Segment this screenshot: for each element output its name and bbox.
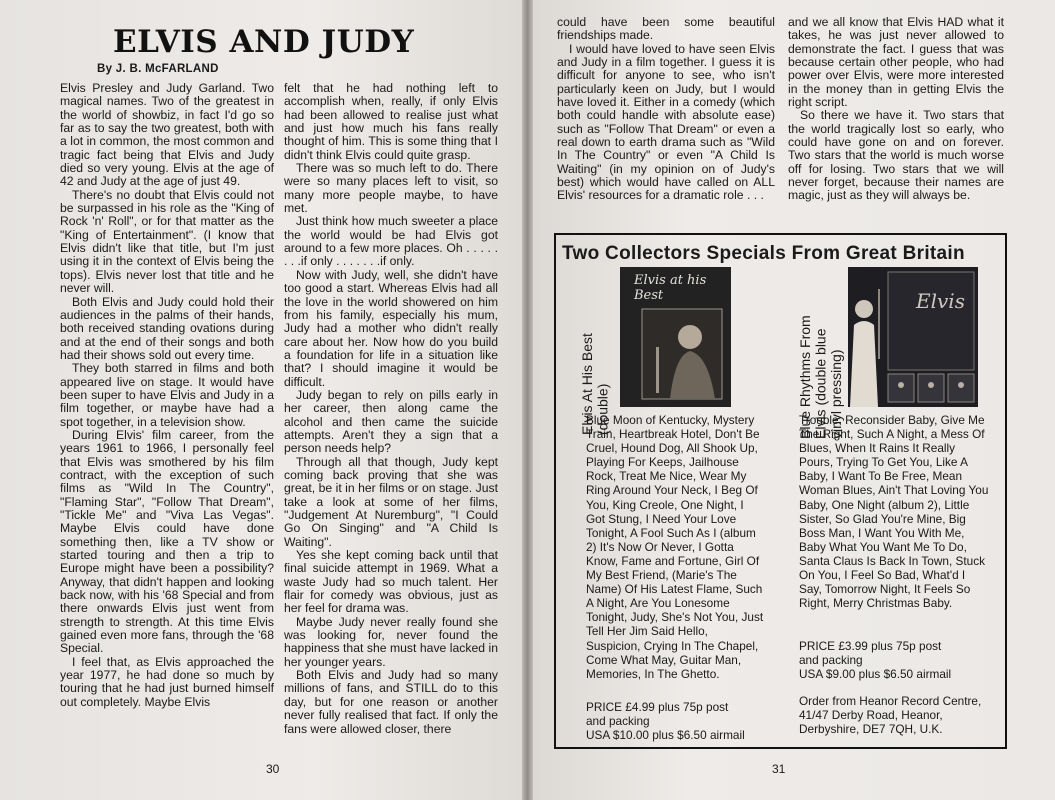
article-column-4: [788, 16, 1004, 203]
singer-photo: [620, 267, 731, 407]
ad-title: Two Collectors Specials From Great Britain: [562, 243, 965, 264]
product-2-tracklist: Trouble, Reconsider Baby, Give Me The Right, Such A Night, a Mess Of Blues, When It Rains It Really Pours, Trying To Get You, Like A Baby, I Want To Be Free, Mean Woman Blues, Ain't That Loving You Baby, One Night (album 2), Little Sister, So Glad You're Mine, Big Boss Man, I Want You With Me, Baby What You Want Me To Do, Santa Claus Is Back In Town, Stuck On You, I Feel So Bad, What'd I Say, Tomorrow Night, It Feels So Right, Merry Christmas Baby.: [799, 413, 989, 611]
product-1-name: Elvis At His Best (double): [579, 333, 611, 435]
collectors-specials-ad: [554, 233, 1007, 749]
paragraph: Just think how much sweeter a place the world would be had Elvis got around to a few more places. Oh . . . . . . . .if only . . . . . . .if only.: [284, 214, 498, 269]
paragraph: So there we have it. Two stars that the world tragically lost so early, who could have gone on and on forever. Two stars that the world is much worse off for losing. Two stars that we will never forget, because their names are magic, just as they will always be.: [788, 108, 1004, 203]
paragraph: They both starred in films and both appeared live on stage. It would have been super to have Elvis and Judy in a film together, or maybe have had a spot together, in a television show.: [60, 361, 274, 429]
product-1-album-cover: [620, 267, 731, 407]
paragraph: There was so much left to do. There were so many places left to visit, so many more people maybe, to have met.: [284, 161, 498, 216]
page-gutter: [522, 0, 533, 800]
page-number-right: 31: [772, 762, 786, 776]
paragraph: There's no doubt that Elvis could not be surpassed in his role as the "King of Rock 'n' Roll", or for that matter as the "King of Entertainment". (I know that Elvis didn't like that title, but I'm just using it in the context of Elvis being the tops). Elvis never lost that title and he never will.: [60, 187, 274, 296]
paragraph: Yes she kept coming back until that final suicide attempt in 1969. What a waste Judy had so much talent. Her flair for comedy was obvious, just as her feel for drama was.: [284, 548, 498, 616]
product-2-album-cover: [848, 267, 978, 407]
paragraph: Both Elvis and Judy could hold their audiences in the palms of their hands, both received standing ovations during and at the end of their songs and both had their shows sold out every time.: [60, 294, 274, 362]
paragraph: Elvis Presley and Judy Garland. Two magical names. Two of the greatest in the world of showbiz, in fact I'd go so far as to say the two greatest, both with a lot in common, the most common and tragic fact being that Elvis and Judy died so very young. Elvis at the age of 42 and Judy at the age of just 49.: [60, 81, 274, 189]
order-address: Order from Heanor Record Centre, 41/47 Derby Road, Heanor, Derbyshire, DE7 7QH, U.K.: [799, 694, 982, 737]
product-2-name: Blue Rhythms From Elvis (double blue vinyl pressing): [797, 315, 844, 439]
article-column-2: [284, 82, 498, 736]
cover-title: Elvis at his Best: [634, 273, 707, 303]
paragraph: and we all know that Elvis HAD what it takes, he was just never allowed to demonstrate the fact. I guess that was because certain other people, who had power over Elvis, were more interested in the money than in getting Elvis the right script.: [788, 15, 1004, 110]
paragraph: I feel that, as Elvis approached the year 1977, he had done so much by touring that he had just burned himself out completely. Maybe Elvis: [60, 654, 274, 709]
product-1-tracklist: Blue Moon of Kentucky, Mystery Train, Heartbreak Hotel, Don't Be Cruel, Hound Dog, All Shook Up, Playing For Keeps, Jailhouse Rock, Treat Me Nice, Wear My Ring Around Your Neck, I Beg Of You, King Creole, One Night, I Got Stung, I Need Your Love Tonight, A Fool Such As I (album 2) It's Now Or Never, I Gotta Know, Fame and Fortune, Girl Of My Best Friend, (Marie's The Name) Of His Latest Flame, Such A Night, Are You Lonesome Tonight, Judy, She's Not You, Just Tell Her Jim Said Hello, Suspicion, Crying In The Chapel, Come What May, Guitar Man, Memories, In The Ghetto.: [586, 413, 764, 681]
paragraph: Through all that though, Judy kept coming back proving that she was great, be it in her films or on stage. Just take a look at some of her films, "Judgement At Nuremburg", "I Could Go On Singing" and "A Child Is Waiting".: [284, 454, 498, 549]
paragraph: Now with Judy, well, she didn't have too good a start. Whereas Elvis had all the love in the world showered on him from his family, especially his mum, Judy had a mother who didn't really care about her. Now how do you build a foundation for life in a situation like that? I should imagine it would be difficult.: [284, 267, 498, 389]
paragraph: Both Elvis and Judy had so many millions of fans, and STILL do to this day, but for one reason or another never fully realised that fact. If only the fans were allowed closer, there: [284, 668, 498, 736]
paragraph: I would have loved to have seen Elvis and Judy in a film together. I guess it is difficult for anyone to see, who isn't particularly keen on Judy, but I would have loved it. Either in a comedy (which both could handle with absolute ease) such as "Follow That Dream" or even a real down to earth drama such as "Wild In The Country" or even "A Child Is Waiting" (in my opinion on of Judy's best) which would have called on ALL Elvis' resources for a dramatic role . . .: [557, 41, 775, 203]
article-column-1: [60, 82, 274, 709]
article-byline: By J. B. McFARLAND: [97, 63, 219, 75]
paragraph: Maybe Judy never really found she was looking for, never found the happiness that she must have lacked in her younger years.: [284, 614, 498, 669]
paragraph: Judy began to rely on pills early in her career, then along came the alcohol and then came the suicide attempts. Aren't they a sign that a person needs help?: [284, 387, 498, 456]
product-2-price: PRICE £3.99 plus 75p post and packing USA $9.00 plus $6.50 airmail: [799, 639, 952, 682]
paragraph: could have been some beautiful friendships made.: [557, 15, 775, 43]
product-1-price: PRICE £4.99 plus 75p post and packing USA $10.00 plus $6.50 airmail: [586, 700, 745, 743]
page-number-left: 30: [266, 762, 280, 776]
singer-photo: [848, 267, 978, 407]
paragraph: During Elvis' film career, from the years 1961 to 1966, I personally feel that Elvis was smothered by his film contract, with the exception of such films as "Wild In The Country", "Flaming Star", "Follow That Dream", "Tickle Me" and "Viva Las Vegas". Maybe Elvis could have done something then, like a TV show or started touring and then a trip to Europe might have been a possibility? Anyway, that didn't happen and looking back now, with his '68 Special and from there onwards Elvis just went from strength to strength. At this time Elvis gained even more fans, through the '68 Special.: [60, 427, 274, 656]
article-column-3: [557, 16, 775, 203]
paragraph: felt that he had nothing left to accomplish when, really, if only Elvis had been allowed to realise just what and just how much his fans really thought of him. This is some thing that I didn't think Elvis could quite grasp.: [284, 81, 498, 162]
article-title: ELVIS AND JUDY: [113, 24, 415, 60]
cover-title: Elvis: [916, 289, 965, 313]
